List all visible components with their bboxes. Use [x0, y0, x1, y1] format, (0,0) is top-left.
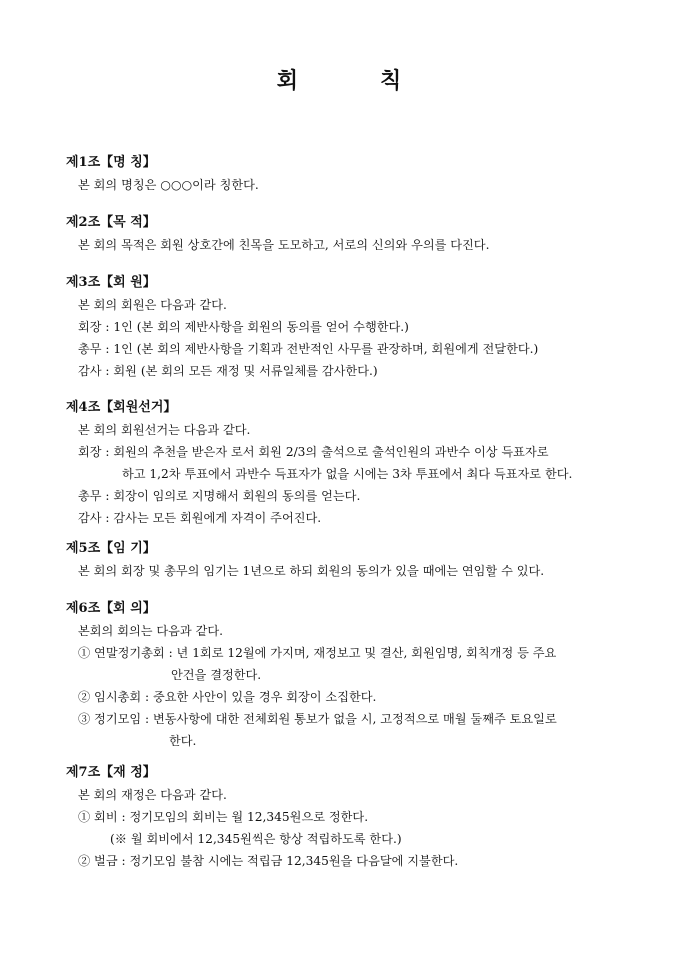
article-4 [66, 397, 626, 529]
article-line: ① 회비 : 정기모임의 회비는 월 12,345원으로 정한다. [78, 810, 369, 824]
article-line: 본 회의 회원선거는 다음과 같다. [78, 423, 251, 437]
article-line: 안건을 결정한다. [171, 668, 262, 682]
article-line: 회장 : 회원의 추천을 받은자 로서 회원 2/3의 출석으로 출석인원의 과반수 이상 득표자로 [78, 445, 549, 459]
article-line: (※ 월 회비에서 12,345원씩은 항상 적립하도록 한다.) [110, 832, 402, 846]
article-line: 본 회의 목적은 회원 상호간에 친목을 도모하고, 서로의 신의와 우의를 다진다. [78, 238, 490, 252]
title-char-1: 회 [276, 69, 300, 94]
article-7 [66, 762, 626, 872]
document-title [0, 64, 680, 95]
article-line: ③ 정기모임 : 변동사항에 대한 전체회원 통보가 없을 시, 고정적으로 매월 둘째주 토요일로 [78, 712, 557, 726]
article-6 [66, 598, 626, 752]
article-line: 총무 : 회장이 임의로 지명해서 회원의 동의를 얻는다. [78, 489, 361, 503]
article-1 [66, 152, 626, 196]
article-line: 본 회의 재정은 다음과 같다. [78, 788, 227, 802]
article-heading: 제7조【재 정】 [66, 765, 156, 780]
article-line: 본 회의 명칭은 ○○○이라 칭한다. [78, 178, 259, 192]
article-line: 본 회의 회원은 다음과 같다. [78, 298, 227, 312]
article-line: ② 임시총회 : 중요한 사안이 있을 경우 회장이 소집한다. [78, 690, 377, 704]
title-char-2: 칙 [380, 69, 404, 94]
article-line: 한다. [169, 734, 197, 748]
article-heading: 제5조【임 기】 [66, 541, 156, 556]
article-2 [66, 212, 626, 256]
article-line: ② 벌금 : 정기모임 불참 시에는 적립금 12,345원을 다음달에 지불한다. [78, 854, 459, 868]
article-5 [66, 538, 626, 582]
article-line: 감사 : 회원 (본 회의 모든 재정 및 서류일체를 감사한다.) [78, 364, 378, 378]
article-line: 총무 : 1인 (본 회의 제반사항을 기획과 전반적인 사무를 관장하며, 회원에게 전달한다.) [78, 342, 539, 356]
article-heading: 제2조【목 적】 [66, 215, 156, 230]
article-heading: 제3조【회 원】 [66, 275, 156, 290]
article-heading: 제4조【회원선거】 [66, 400, 177, 415]
article-line: ① 연말정기총회 : 년 1회로 12월에 가지며, 재정보고 및 결산, 회원임명, 회칙개정 등 주요 [78, 646, 557, 660]
article-line: 하고 1,2차 투표에서 과반수 득표자가 없을 시에는 3차 투표에서 최다 득표자로 한다. [122, 467, 573, 481]
article-line: 본 회의 회장 및 총무의 임기는 1년으로 하되 회원의 동의가 있을 때에는 연임할 수 있다. [78, 564, 545, 578]
article-line: 회장 : 1인 (본 회의 제반사항을 회원의 동의를 얻어 수행한다.) [78, 320, 409, 334]
article-heading: 제1조【명 칭】 [66, 155, 156, 170]
article-line: 본회의 회의는 다음과 같다. [78, 624, 224, 638]
article-3 [66, 272, 626, 382]
article-heading: 제6조【회 의】 [66, 601, 156, 616]
article-line: 감사 : 감사는 모든 회원에게 자격이 주어진다. [78, 511, 322, 525]
